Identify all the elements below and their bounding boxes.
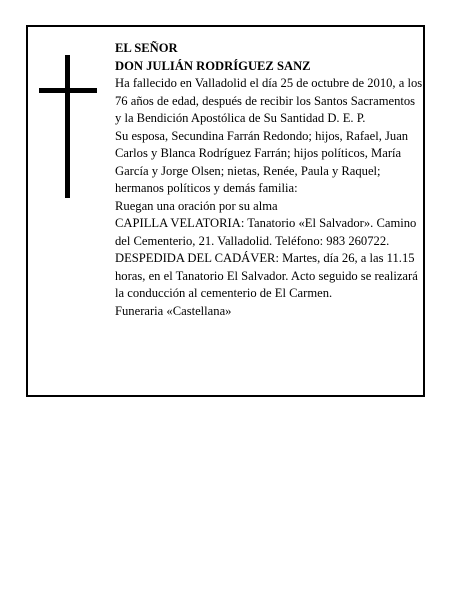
wake-location: CAPILLA VELATORIA: Tanatorio «El Salvador». Camino del Cementerio, 21. Valladolid. Teléfono: 983 260722. [115,216,417,248]
funeral-details: DESPEDIDA DEL CADÁVER: Martes, día 26, a las 11.15 horas, en el Tanatorio El Salvador. Acto seguido se realizará la conducción al cementerio de El Carmen. [115,251,418,300]
prayer-request: Ruegan una oración por su alma [115,198,278,213]
obituary-text [115,40,423,320]
death-announcement: Ha fallecido en Valladolid el día 25 de octubre de 2010, a los 76 años de edad, después de recibir los Santos Sacramentos y la Bendición Apostólica de Su Santidad D. E. P. [115,76,423,125]
obituary-notice [26,25,425,397]
cross-icon [39,55,97,198]
funeral-home: Funeraria «Castellana» [115,303,232,318]
title-line-1: EL SEÑOR [115,41,178,55]
cross-horizontal-bar [39,88,97,93]
cross-vertical-bar [65,55,70,198]
deceased-name: DON JULIÁN RODRÍGUEZ SANZ [115,58,311,73]
family-list: Su esposa, Secundina Farrán Redondo; hijos, Rafael, Juan Carlos y Blanca Rodríguez Farrán; hijos políticos, María García y Jorge Olsen; nietas, Renée, Paula y Raquel; hermanos políticos y demás familia: [115,128,409,195]
